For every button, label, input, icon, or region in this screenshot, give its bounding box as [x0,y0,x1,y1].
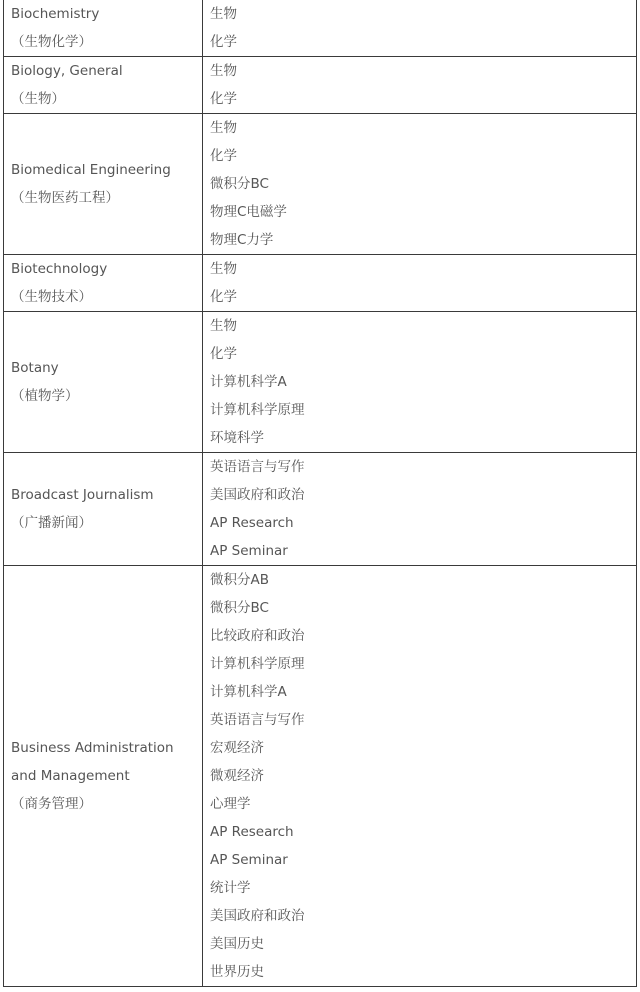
major-cell [4,566,203,987]
course-item: AP Research [210,824,294,840]
course-item: 心理学 [210,796,251,812]
course-item: 生物 [210,120,237,136]
major-chinese-name: （生物技术） [11,289,92,305]
course-item: 生物 [210,63,237,79]
course-item: 微积分AB [210,572,269,588]
recommended-courses-cell [203,114,637,255]
major-chinese-name: （生物医药工程） [11,190,119,206]
course-item: 环境科学 [210,430,264,446]
major-cell [4,255,203,312]
course-item: 生物 [210,261,237,277]
course-item: 微积分BC [210,176,269,192]
recommended-courses-cell [203,0,637,57]
course-item: 美国政府和政治 [210,908,305,924]
major-english-name: Broadcast Journalism [11,487,154,503]
major-english-name: Biotechnology [11,261,108,277]
major-chinese-name: （生物化学） [11,34,92,50]
recommended-courses-cell [203,312,637,453]
course-item: AP Seminar [210,852,288,868]
table-row [4,566,637,987]
course-item: 微积分BC [210,600,269,616]
major-english-name: Biochemistry [11,6,100,22]
course-item: 比较政府和政治 [210,628,305,644]
major-english-name: Biomedical Engineering [11,162,171,178]
course-item: 美国历史 [210,936,264,952]
major-chinese-name: （广播新闻） [11,515,92,531]
major-chinese-name: （生物） [11,91,65,107]
major-cell [4,57,203,114]
course-item: 英语语言与写作 [210,712,305,728]
course-item: 计算机科学原理 [210,656,305,672]
major-cell [4,312,203,453]
table-row [4,255,637,312]
major-english-name: Business Administration and Management [11,740,174,784]
table-row [4,57,637,114]
course-item: AP Seminar [210,543,288,559]
course-item: 化学 [210,34,237,50]
course-item: 物理C电磁学 [210,204,287,220]
course-item: 统计学 [210,880,251,896]
course-item: 化学 [210,91,237,107]
course-item: 微观经济 [210,768,264,784]
course-item: 计算机科学原理 [210,402,305,418]
table-row [4,114,637,255]
major-cell [4,114,203,255]
course-item: 生物 [210,6,237,22]
course-item: 世界历史 [210,964,264,980]
course-item: 生物 [210,318,237,334]
major-cell [4,453,203,566]
major-cell [4,0,203,57]
major-course-table [3,0,637,987]
major-chinese-name: （商务管理） [11,796,92,812]
course-item: 化学 [210,289,237,305]
course-item: 计算机科学A [210,684,287,700]
major-english-name: Botany [11,360,59,376]
table-row [4,453,637,566]
major-chinese-name: （植物学） [11,388,79,404]
course-item: 美国政府和政治 [210,487,305,503]
table-row [4,312,637,453]
recommended-courses-cell [203,255,637,312]
course-item: 计算机科学A [210,374,287,390]
table-row [4,0,637,57]
course-item: 物理C力学 [210,232,274,248]
major-english-name: Biology, General [11,63,123,79]
course-item: 化学 [210,346,237,362]
recommended-courses-cell [203,566,637,987]
course-item: 化学 [210,148,237,164]
recommended-courses-cell [203,57,637,114]
recommended-courses-cell [203,453,637,566]
course-item: 宏观经济 [210,740,264,756]
course-item: AP Research [210,515,294,531]
course-item: 英语语言与写作 [210,459,305,475]
